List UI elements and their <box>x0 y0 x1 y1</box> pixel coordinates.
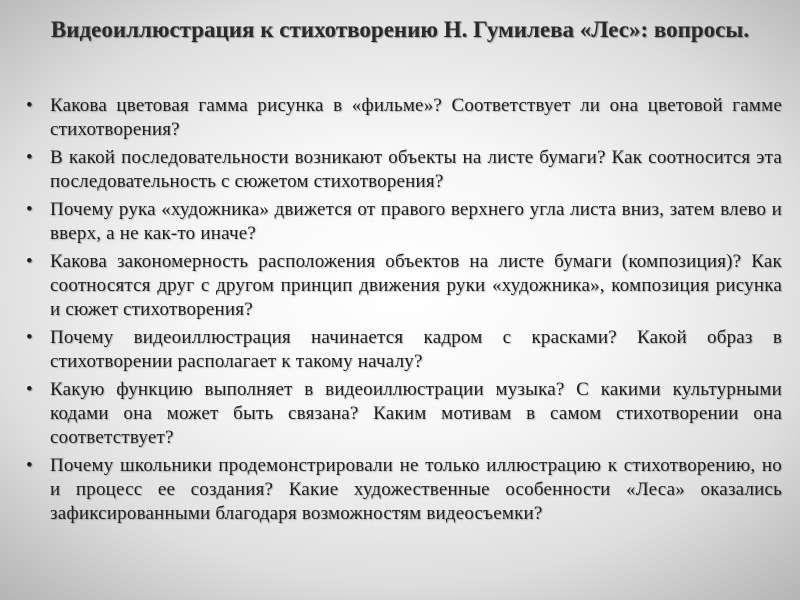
question-text: Какова цветовая гамма рисунка в «фильме»? Соответствует ли она цветовой гамме стихотворения? <box>50 95 782 140</box>
question-text: Почему рука «художника» движется от правого верхнего угла листа вниз, затем влево и вверх, а не как-то иначе? <box>50 199 782 244</box>
bullet-icon: • <box>26 379 33 400</box>
bullet-icon: • <box>26 455 33 476</box>
bullet-icon: • <box>26 199 33 220</box>
question-text: Какова закономерность расположения объектов на листе бумаги (композиция)? Как соотносятся друг с другом принцип движения руки «художника», композиция рисунка и сюжет стихотворения? <box>50 251 782 320</box>
list-item <box>20 326 782 374</box>
list-item <box>20 146 782 194</box>
bullet-icon: • <box>26 327 33 348</box>
slide-title: Видеоиллюстрация к стихотворению Н. Гумилева «Лес»: вопросы. <box>50 17 750 42</box>
bullet-icon: • <box>26 147 33 168</box>
question-text: В какой последовательности возникают объекты на листе бумаги? Как соотносится эта последовательность с сюжетом стихотворения? <box>50 147 782 192</box>
list-item <box>20 378 782 450</box>
bullet-icon: • <box>26 251 33 272</box>
questions-list <box>20 94 782 530</box>
list-item <box>20 250 782 322</box>
list-item <box>20 198 782 246</box>
question-text: Почему школьники продемонстрировали не только иллюстрацию к стихотворению, но и процесс ее создания? Какие художественные особенности «Леса» оказались зафиксированными благодаря возможностям видеосъемки? <box>50 455 782 524</box>
list-item <box>20 454 782 526</box>
question-text: Какую функцию выполняет в видеоиллюстрации музыка? С какими культурными кодами она может быть связана? Каким мотивам в самом стихотворении она соответствует? <box>50 379 782 448</box>
bullet-icon: • <box>26 95 33 116</box>
list-item <box>20 94 782 142</box>
question-text: Почему видеоиллюстрация начинается кадром с красками? Какой образ в стихотворении располагает к такому началу? <box>50 327 782 372</box>
